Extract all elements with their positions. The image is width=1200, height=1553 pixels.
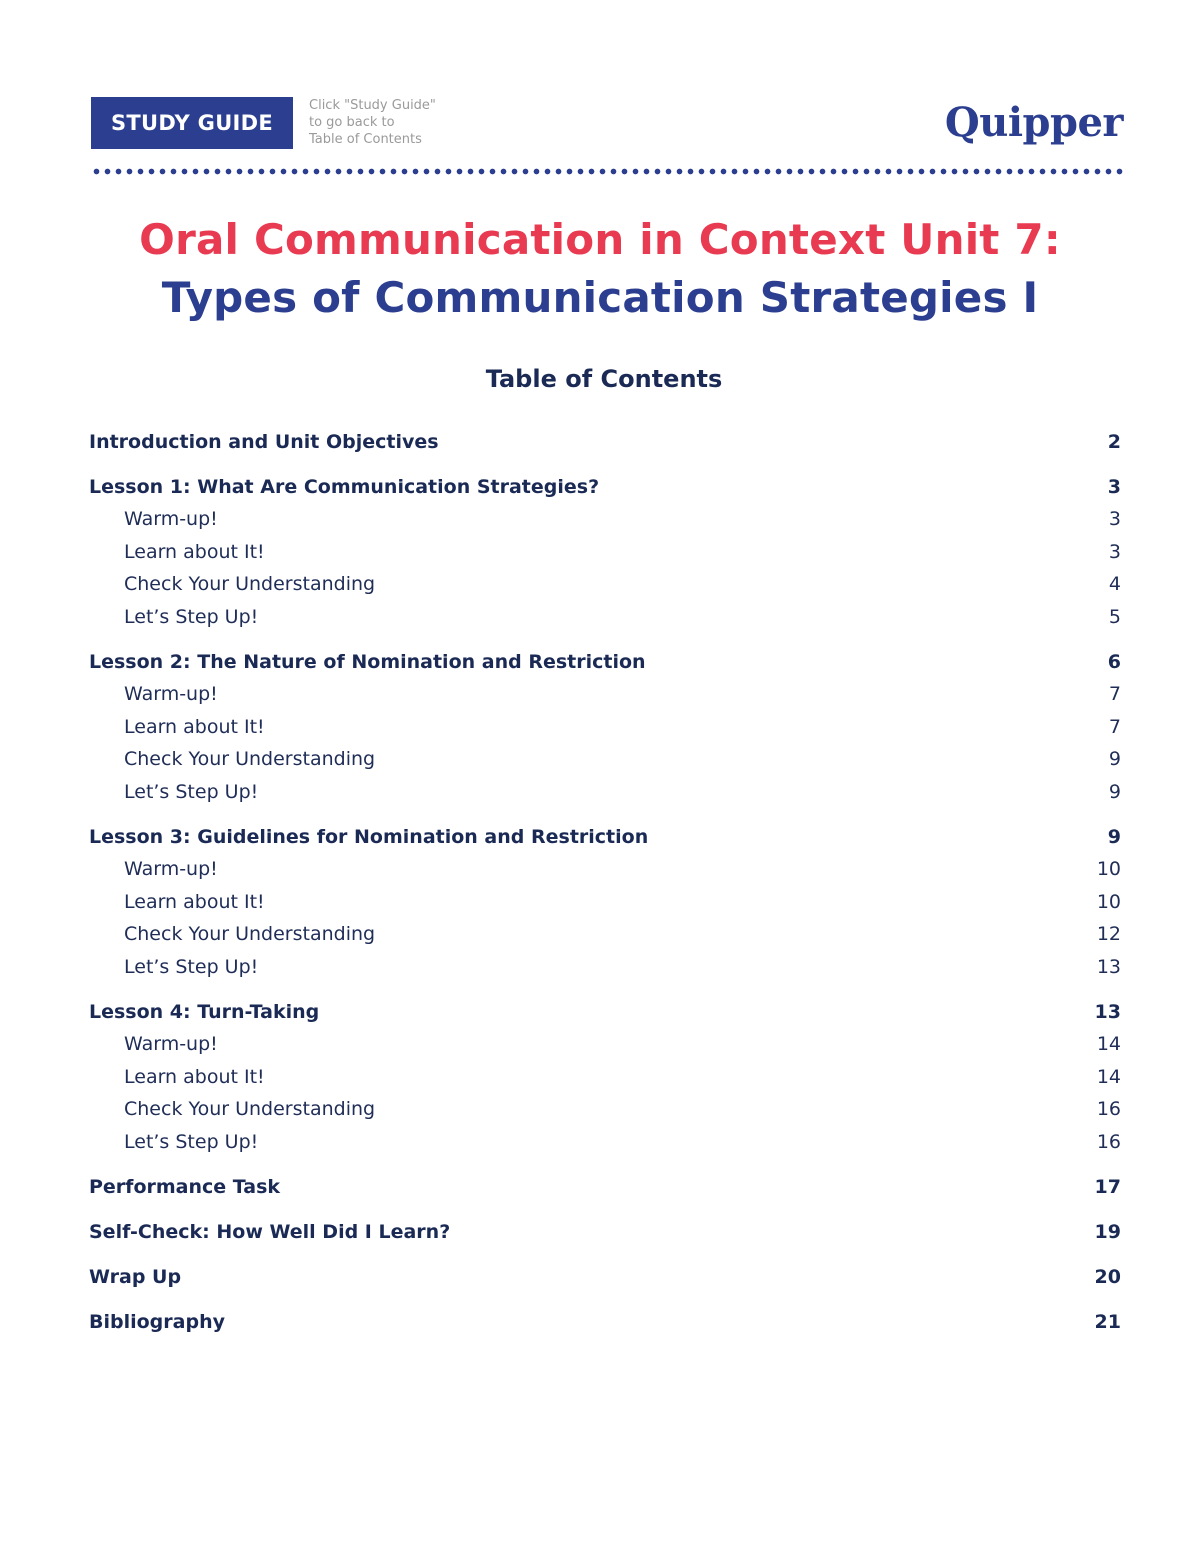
table-of-contents xyxy=(89,425,1121,1338)
toc-entry-page-number: 7 xyxy=(1108,683,1121,706)
toc-entry-label: Let’s Step Up! xyxy=(124,955,259,978)
hint-line: to go back to xyxy=(309,115,395,130)
toc-section-entry[interactable] xyxy=(89,645,1121,678)
toc-entry-label: Warm-up! xyxy=(124,1033,218,1056)
toc-entry-page-number: 16 xyxy=(1096,1130,1121,1153)
toc-entry-page-number: 2 xyxy=(1107,430,1121,453)
toc-subsection-entry[interactable] xyxy=(89,1061,1121,1094)
title-line-2: Types of Communication Strategies I xyxy=(161,273,1039,322)
toc-entry-label: Performance Task xyxy=(89,1175,281,1198)
toc-entry-page-number: 4 xyxy=(1108,573,1121,596)
toc-entry-page-number: 20 xyxy=(1094,1265,1121,1288)
toc-entry-page-number: 10 xyxy=(1096,858,1121,881)
toc-entry-page-number: 3 xyxy=(1107,475,1121,498)
toc-entry-page-number: 9 xyxy=(1107,825,1121,848)
title-line-1: Oral Communication in Context Unit 7: xyxy=(139,215,1061,264)
toc-entry-page-number: 10 xyxy=(1096,890,1121,913)
toc-entry-label: Bibliography xyxy=(89,1310,225,1333)
document-title xyxy=(0,211,1200,327)
toc-entry-label: Learn about It! xyxy=(124,540,265,563)
toc-subsection-entry[interactable] xyxy=(89,776,1121,809)
quipper-logo: Quipper xyxy=(944,99,1123,146)
toc-subsection-entry[interactable] xyxy=(89,853,1121,886)
toc-subsection-entry[interactable] xyxy=(89,536,1121,569)
toc-section-entry[interactable] xyxy=(89,1305,1121,1338)
hint-line: Table of Contents xyxy=(309,132,422,147)
toc-entry-label: Warm-up! xyxy=(124,508,218,531)
toc-entry-page-number: 13 xyxy=(1096,955,1121,978)
toc-entry-page-number: 16 xyxy=(1096,1098,1121,1121)
toc-subsection-entry[interactable] xyxy=(89,918,1121,951)
toc-subsection-entry[interactable] xyxy=(89,743,1121,776)
toc-entry-label: Learn about It! xyxy=(124,715,265,738)
toc-section-entry[interactable] xyxy=(89,1260,1121,1293)
dotted-divider xyxy=(91,168,1123,175)
toc-subsection-entry[interactable] xyxy=(89,1093,1121,1126)
study-guide-button[interactable]: STUDY GUIDE xyxy=(91,97,293,149)
toc-subsection-entry[interactable] xyxy=(89,951,1121,984)
toc-entry-label: Warm-up! xyxy=(124,683,218,706)
toc-entry-label: Check Your Understanding xyxy=(124,573,376,596)
toc-entry-page-number: 7 xyxy=(1108,715,1121,738)
toc-entry-label: Let’s Step Up! xyxy=(124,605,259,628)
toc-entry-page-number: 14 xyxy=(1096,1033,1121,1056)
toc-entry-page-number: 19 xyxy=(1094,1220,1121,1243)
toc-entry-page-number: 13 xyxy=(1094,1000,1121,1023)
toc-entry-label: Lesson 3: Guidelines for Nomination and Restriction xyxy=(89,825,649,848)
toc-entry-page-number: 5 xyxy=(1108,605,1121,628)
toc-section-entry[interactable] xyxy=(89,820,1121,853)
study-guide-hint xyxy=(309,97,469,148)
toc-subsection-entry[interactable] xyxy=(89,601,1121,634)
header xyxy=(91,97,1123,149)
toc-entry-label: Warm-up! xyxy=(124,858,218,881)
toc-section-entry[interactable] xyxy=(89,995,1121,1028)
toc-entry-page-number: 3 xyxy=(1108,508,1121,531)
toc-entry-page-number: 9 xyxy=(1108,748,1121,771)
toc-subsection-entry[interactable] xyxy=(89,1126,1121,1159)
toc-entry-label: Check Your Understanding xyxy=(124,923,376,946)
toc-subsection-entry[interactable] xyxy=(89,886,1121,919)
toc-section-entry[interactable] xyxy=(89,425,1121,458)
toc-entry-page-number: 3 xyxy=(1108,540,1121,563)
toc-section-entry[interactable] xyxy=(89,1170,1121,1203)
toc-entry-page-number: 6 xyxy=(1107,650,1121,673)
toc-entry-label: Lesson 1: What Are Communication Strategies? xyxy=(89,475,600,498)
toc-entry-label: Lesson 4: Turn-Taking xyxy=(89,1000,320,1023)
toc-entry-page-number: 17 xyxy=(1094,1175,1121,1198)
toc-entry-page-number: 21 xyxy=(1094,1310,1121,1333)
toc-entry-label: Introduction and Unit Objectives xyxy=(89,430,439,453)
toc-subsection-entry[interactable] xyxy=(89,503,1121,536)
toc-entry-label: Let’s Step Up! xyxy=(124,780,259,803)
toc-entry-label: Learn about It! xyxy=(124,890,265,913)
hint-line: Click "Study Guide" xyxy=(309,98,436,113)
toc-entry-label: Learn about It! xyxy=(124,1065,265,1088)
toc-subsection-entry[interactable] xyxy=(89,711,1121,744)
toc-subsection-entry[interactable] xyxy=(89,678,1121,711)
toc-entry-page-number: 9 xyxy=(1108,780,1121,803)
toc-section-entry[interactable] xyxy=(89,470,1121,503)
toc-section-entry[interactable] xyxy=(89,1215,1121,1248)
toc-entry-page-number: 12 xyxy=(1096,923,1121,946)
toc-entry-label: Wrap Up xyxy=(89,1265,182,1288)
toc-entry-label: Let’s Step Up! xyxy=(124,1130,259,1153)
toc-entry-label: Check Your Understanding xyxy=(124,748,376,771)
toc-entry-label: Check Your Understanding xyxy=(124,1098,376,1121)
toc-entry-label: Lesson 2: The Nature of Nomination and Restriction xyxy=(89,650,646,673)
toc-entry-page-number: 14 xyxy=(1096,1065,1121,1088)
toc-heading: Table of Contents xyxy=(485,365,723,393)
toc-entry-label: Self-Check: How Well Did I Learn? xyxy=(89,1220,451,1243)
toc-subsection-entry[interactable] xyxy=(89,568,1121,601)
toc-subsection-entry[interactable] xyxy=(89,1028,1121,1061)
